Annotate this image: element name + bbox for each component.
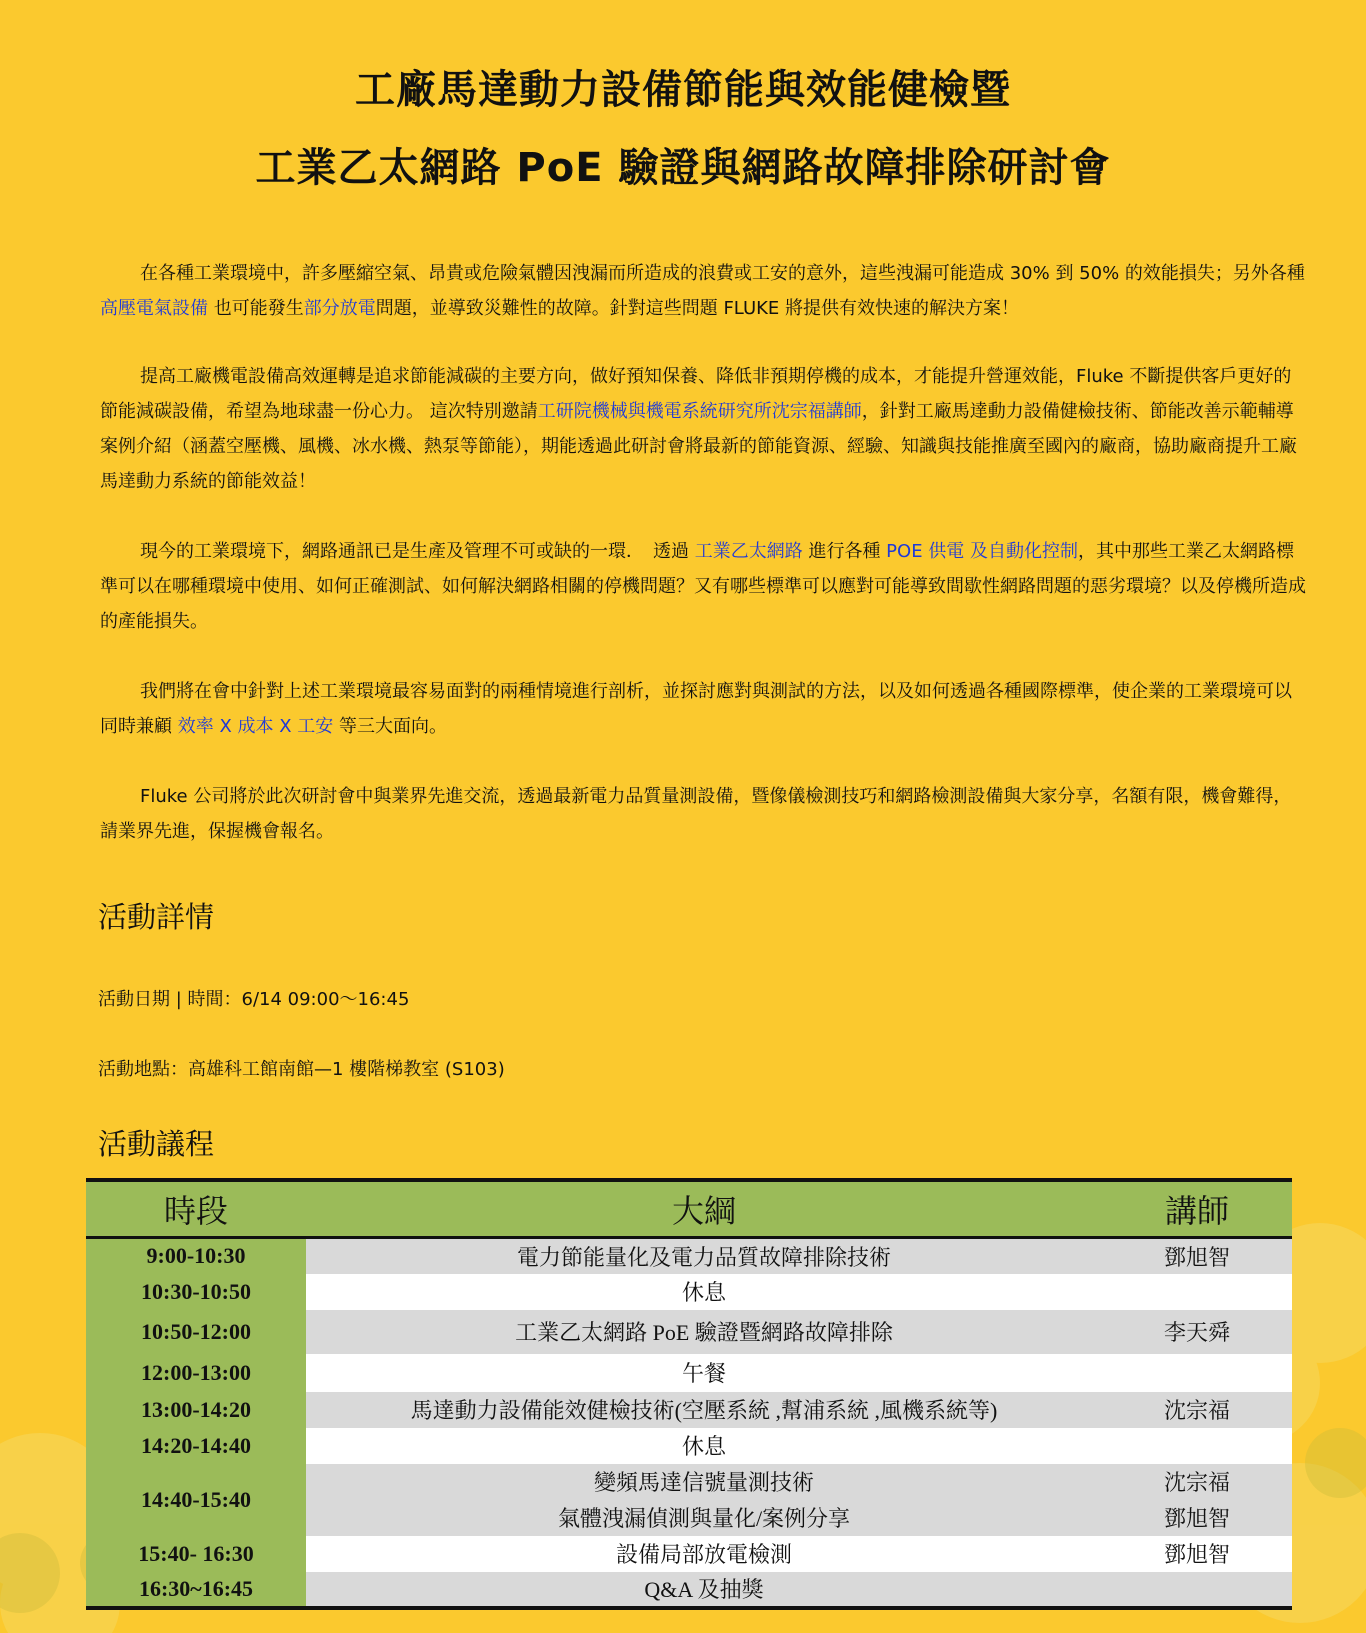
row-time: 13:00-14:20: [86, 1392, 306, 1428]
header-time: 時段: [86, 1180, 306, 1238]
highlight-text: 工業乙太網路: [694, 541, 803, 562]
highlight-text: 高壓電氣設備: [100, 298, 208, 319]
row-time: 10:50-12:00: [86, 1310, 306, 1354]
row-topic: 休息: [306, 1428, 1102, 1464]
highlight-text: 工研院機械與機電系統研究所沈宗福講師: [537, 401, 862, 422]
table-row: [86, 1354, 1292, 1392]
row-speaker: 鄧旭智: [1102, 1238, 1292, 1274]
row-time: 15:40- 16:30: [86, 1536, 306, 1572]
highlight-text: 部分放電: [303, 298, 376, 319]
row-time: 16:30~16:45: [86, 1572, 306, 1608]
row-topic: 電力節能量化及電力品質故障排除技術: [306, 1238, 1102, 1274]
row-speaker: 鄧旭智: [1102, 1500, 1292, 1536]
table-row: [86, 1572, 1292, 1608]
event-location: 活動地點：高雄科工館南館—1 樓階梯教室 (S103): [98, 1059, 505, 1080]
event-date: 活動日期 | 時間：6/14 09:00～16:45: [98, 989, 410, 1010]
row-speaker: 鄧旭智: [1102, 1536, 1292, 1572]
row-topic: 變頻馬達信號量測技術: [306, 1464, 1102, 1500]
table-row: [86, 1238, 1292, 1274]
row-topic: Q&A 及抽獎: [306, 1572, 1102, 1608]
text: 提高工廠機電設備高效運轉是追求節能減碳的主要方向，做好預知保養、降低非預期停機的成本，才能提升營運效能，Fluke 不斷提供客戶更好的節能減碳設備，希望為地球盡一份心力。 這次特別邀請: [100, 366, 1292, 422]
row-topic: 馬達動力設備能效健檢技術(空壓系統 ,幫浦系統 ,風機系統等): [306, 1392, 1102, 1428]
page-title-line1: 工廠馬達動力設備節能與效能健檢暨: [355, 67, 1011, 113]
highlight-text: POE 供電 及自動化控制: [886, 541, 1079, 562]
text: ，針對工廠馬達動力設備健檢技術、節能改善示範輔導案例介紹（涵蓋空壓機、風機、冰水機、熱泵等節能），期能透過此研討會將最新的節能資源、經驗、知識與技能推廣至國內的廠商，協助廠商提升工廠馬達動力系統的節能效益！: [100, 401, 1297, 492]
table-row: [86, 1274, 1292, 1310]
table-row: [86, 1536, 1292, 1572]
row-time: 12:00-13:00: [86, 1354, 306, 1392]
intro-paragraph-1: [100, 256, 1306, 326]
highlight-text: 效率 X 成本 X 工安: [177, 716, 334, 737]
intro-paragraph-2: [100, 359, 1306, 499]
row-speaker: [1102, 1274, 1292, 1310]
row-speaker: [1102, 1572, 1292, 1608]
intro-paragraph-4: [100, 674, 1306, 744]
row-time: 14:20-14:40: [86, 1428, 306, 1464]
text: 等三大面向。: [333, 716, 448, 737]
text: 在各種工業環境中，許多壓縮空氣、昂貴或危險氣體因洩漏而所造成的浪費或工安的意外，這些洩漏可能造成 30% 到 50% 的效能損失；另外各種: [140, 263, 1305, 284]
text: ，其中那些工業乙太網路標準可以在哪種環境中使用、如何正確測試、如何解決網路相關的停機問題？又有哪些標準可以應對可能導致間歇性網路問題的惡劣環境？以及停機所造成的產能損失。: [100, 541, 1306, 632]
row-speaker: [1102, 1428, 1292, 1464]
text: 問題，並導致災難性的故障。針對這些問題 FLUKE 將提供有效快速的解決方案！: [375, 298, 1020, 319]
row-topic: 工業乙太網路 PoE 驗證暨網路故障排除: [306, 1310, 1102, 1354]
row-speaker: 李天舜: [1102, 1310, 1292, 1354]
row-time: 9:00-10:30: [86, 1238, 306, 1274]
table-row: [86, 1310, 1292, 1354]
intro-paragraph-5: Fluke 公司將於此次研討會中與業界先進交流，透過最新電力品質量測設備，暨像儀檢測技巧和網路檢測設備與大家分享，名額有限，機會難得，請業界先進，保握機會報名。: [100, 786, 1292, 842]
agenda-heading: 活動議程: [98, 1127, 215, 1161]
row-topic: 設備局部放電檢測: [306, 1536, 1102, 1572]
row-speaker: 沈宗福: [1102, 1392, 1292, 1428]
agenda-table: [86, 1178, 1292, 1610]
text: 也可能發生: [208, 298, 304, 319]
details-heading: 活動詳情: [98, 900, 215, 934]
row-time: 10:30-10:50: [86, 1274, 306, 1310]
row-speaker: [1102, 1354, 1292, 1392]
table-row: [86, 1464, 1292, 1500]
row-time: 14:40-15:40: [86, 1464, 306, 1536]
row-topic: 午餐: [306, 1354, 1102, 1392]
text: 進行各種: [802, 541, 887, 562]
agenda-header-row: [86, 1180, 1292, 1238]
row-speaker: 沈宗福: [1102, 1464, 1292, 1500]
row-topic: 氣體洩漏偵測與量化/案例分享: [306, 1500, 1102, 1536]
text: 我們將在會中針對上述工業環境最容易面對的兩種情境進行剖析，並探討應對與測試的方法，以及如何透過各種國際標準，使企業的工業環境可以同時兼顧: [100, 681, 1292, 737]
text: 現今的工業環境下，網路通訊已是生產及管理不可或缺的一環． 透過: [140, 541, 695, 562]
header-speaker: 講師: [1102, 1180, 1292, 1238]
row-topic: 休息: [306, 1274, 1102, 1310]
header-topic: 大綱: [306, 1180, 1102, 1238]
table-row: [86, 1428, 1292, 1464]
table-row: [86, 1392, 1292, 1428]
intro-paragraph-3: [100, 534, 1306, 639]
page-title-line2: 工業乙太網路 PoE 驗證與網路故障排除研討會: [255, 145, 1111, 191]
